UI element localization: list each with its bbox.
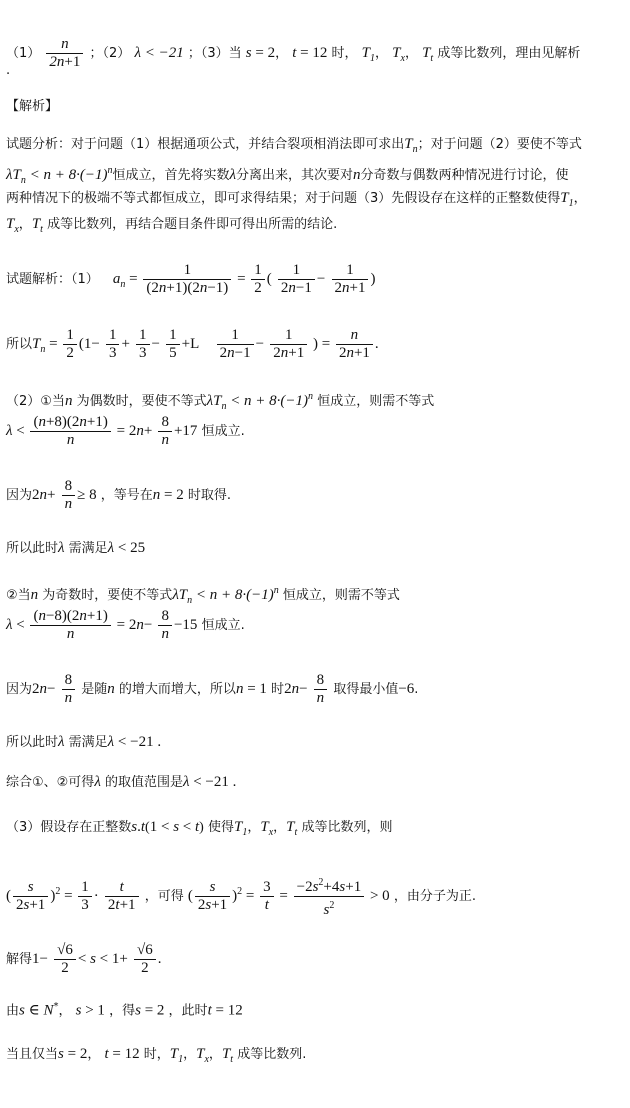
answer-part2-label: ；（2） [89,46,131,61]
solution-text: 恒成立，则需不等式 [317,394,435,409]
t-equals-12: t [292,45,297,61]
solution-text: 时， [143,1047,170,1062]
solution-text: 所以此时 [6,541,59,556]
solution-text: 成等比数列. [237,1047,307,1062]
analysis-text: 成等比数列，再结合题目条件即可得出所需的结论. [47,217,338,232]
solution-text: 由 [6,1003,20,1019]
solution-line-1: 试题解析：（1） $a_n$ = $\frac{1}{(2n+1)(2n-1)}$ = $\frac{1}{2}$ ( $\frac{1}{2n-1}$ − $\frac{1}{2n+1}$ ) [6,262,376,296]
analysis-line-4: $T_x$，$T_t$ 成等比数列，再结合题目条件即可得出所需的结论. [6,216,338,235]
solution-text: 因为 [6,488,33,503]
solution-line-15: 由s ∈ N*， s > 1 ，得s = 2 ，此时t = 12 [6,1001,243,1019]
term-tt: $T_t$ [422,45,434,64]
answer-dot: . [6,63,11,78]
solution-text: （3）假设存在正整数 [6,820,132,835]
answer1-fraction: $\frac{n}{2n+1}$ [46,36,83,71]
solution-text: 成等比数列，则 [301,820,393,835]
solution-text: 时取得. [187,488,232,503]
analysis-text: 试题分析：对于问题（1）根据通项公式，并结合裂项相消法即可求出 [6,137,405,152]
solution-line-9: 因为2n− $\frac{8}{n}$ 是随n 的增大而增大，所以n = 1 时2n− $\frac{8}{n}$ 取得最小值−6. [6,672,419,706]
solution-line-16: 当且仅当s = 2， t = 12 时，$T_1$，$T_x$，$T_t$ 成等比数列. [6,1046,307,1065]
solution-text: ，此时 [168,1003,208,1019]
solution-line-10: 所以此时λ 需满足λ < −21 . [6,734,162,750]
s-equals-2: s [245,45,252,61]
solution-text: 使得 [207,820,234,835]
analysis-text: 分奇数与偶数两种情况进行讨论，使 [360,168,569,183]
solution-line-14: 解得1− $\frac{√6}{2}$ < s < 1+ $\frac{√6}{2}$ . [6,942,162,976]
solution-text: 是随 [81,682,108,697]
solution-text: 试题解析：（1） [6,272,99,287]
solution-line-3: （2）①当n 为偶数时，要使不等式$\lambda T_n < n + 8\cdot(-1)^n$ 恒成立，则需不等式 [6,391,435,412]
solution-text: 恒成立. [201,424,245,439]
term-t1: $T_1$ [361,45,375,64]
solution-text: 综合①、②可得 [6,775,95,790]
solution-text: ，等号在 [100,488,153,503]
term-tx: $T_x$ [392,45,405,64]
solution-line-8: λ < $\frac{(n-8)(2n+1)}{n}$ = 2n− $\frac{8}{n}$ −15 恒成立. [6,608,245,642]
answer-line: （1） $\frac{n}{2n+1}$ ；（2） λ < −21 ；（3）当 s = 2， t = 12 时， $T_1$， $T_x$， $T_t$ 成等比数列，理由见解析 [6,36,581,70]
solution-line-6: 所以此时λ 需满足λ < 25 [6,540,146,556]
analysis-line-3: 两种情况下的极端不等式都恒成立，即可求得结果；对于问题（3）先假设存在这样的正整数使得$T_1$， [6,190,587,209]
solution-text: 需满足 [68,541,108,556]
solution-text: 的取值范围是 [104,775,183,790]
answer-conclusion: 成等比数列，理由见解析 [437,46,581,61]
solution-text: 为偶数时，要使不等式 [76,394,207,409]
solution-text: 恒成立. [201,618,245,633]
solution-text: （2）①当 [6,394,65,409]
answer-part1-label: （1） [6,46,41,61]
solution-text: ②当 [6,588,31,603]
solution-text: 所以此时 [6,735,59,750]
solution-line-13: ( $\frac{s}{2s+1}$ )$^2$ = $\frac{1}{3}$ · $\frac{t}{2t+1}$ ，可得 ( $\frac{s}{2s+1}$ )$^2$ = $\frac{3}{t}$ = $\frac{-2s^2+4s+1}{s^2}$ > 0 ，由分子为正. [6,874,476,919]
analysis-line-1: 试题分析：对于问题（1）根据通项公式，并结合裂项相消法即可求出$T_n$；对于问题（2）要使不等式 [6,136,582,155]
solution-text: 取得最小值 [333,682,399,697]
minimum-value: −6 [398,681,415,697]
solution-line-7: ②当n 为奇数时，要使不等式$\lambda T_n < n + 8\cdot(-1)^n$ 恒成立，则需不等式 [6,585,400,606]
solution-line-12: （3）假设存在正整数s.t(1 < s < t) 使得$T_1$，$T_x$，$T_t$ 成等比数列，则 [6,819,393,838]
answer2-formula: λ < −21 [134,45,184,61]
analysis-text: ；对于问题（2）要使不等式 [417,137,582,152]
solution-text: 需满足 [68,735,108,750]
solution-text: 所以 [6,337,33,352]
solution-line-11: 综合①、②可得λ 的取值范围是λ < −21 . [6,774,237,790]
solution-line-2: 所以$T_n$ = $\frac{1}{2}$ (1− $\frac{1}{3}$ + $\frac{1}{3}$ − $\frac{1}{5}$ +L $\frac{1}{2n-1}$ − $\frac{1}{2n+1}$ ) = $\frac{n}{2n+1}$ . [6,327,379,361]
solution-text: 当且仅当 [6,1047,59,1062]
solution-text: ，得 [109,1003,136,1019]
analysis-text: 分离出来，其次要对 [235,168,353,183]
analysis-line-2: $\lambda T_n < n + 8\cdot(-1)^n$恒成立，首先将实数λ分离出来，其次要对n分奇数与偶数两种情况进行讨论，使 [6,165,569,186]
section-title: 【解析】 [6,99,59,114]
solution-text: 时 [271,682,285,697]
analysis-text: 两种情况下的极端不等式都恒成立，即可求得结果；对于问题（3）先假设存在这样的正整数使得 [6,191,561,206]
solution-text: 因为 [6,682,33,697]
solution-text: 解得 [6,952,33,967]
inequality-formula: $\lambda T_n < n + 8\cdot(-1)^n$ [6,165,113,186]
solution-text: ，由分子为正. [393,889,476,904]
solution-line-5: 因为2n+ $\frac{8}{n}$ ≥ 8 ，等号在n = 2 时取得. [6,478,232,512]
solution-text: 恒成立，则需不等式 [282,588,400,603]
answer-text: 时， [331,46,358,61]
solution-text: ，可得 [144,889,184,904]
solution-line-4: λ < $\frac{(n+8)(2n+1)}{n}$ = 2n+ $\frac{8}{n}$ +17 恒成立. [6,414,245,448]
analysis-text: 恒成立，首先将实数 [112,168,230,183]
solution-text: 的增大而增大，所以 [118,682,236,697]
answer-part3-label: ；（3）当 [187,46,242,61]
solution-text: 为奇数时，要使不等式 [42,588,173,603]
